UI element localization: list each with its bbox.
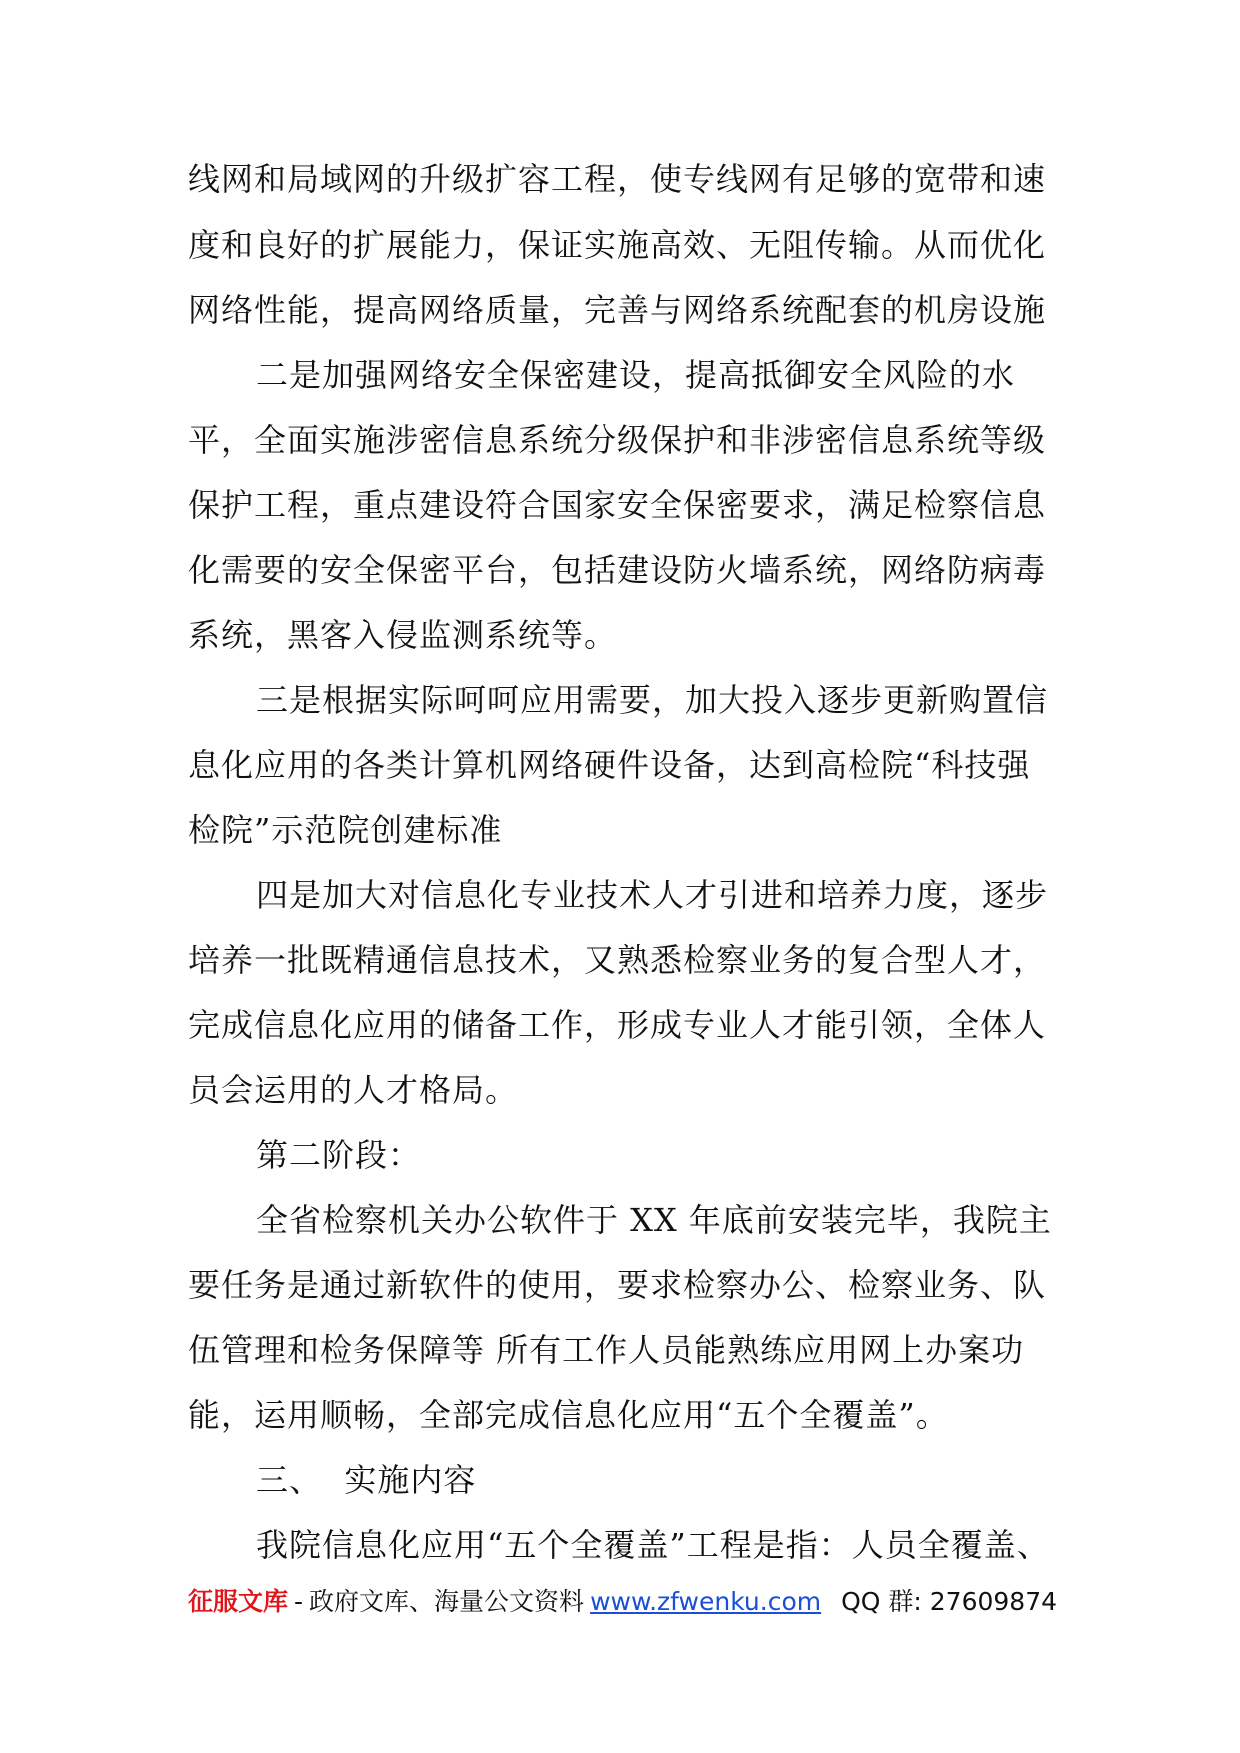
page-footer (188, 1580, 1068, 1624)
text-line: 完成信息化应用的储备工作，形成专业人才能引领，全体人 (188, 1006, 1047, 1044)
paragraph-start-line: 四是加大对信息化专业技术人才引进和培养力度，逐步 (256, 876, 1049, 914)
text-line: 培养一批既精通信息技术，又熟悉检察业务的复合型人才， (188, 941, 1047, 979)
section-heading: 三、 实施内容 (256, 1461, 477, 1499)
text-line: 伍管理和检务保障等 所有工作人员能熟练应用网上办案功 (188, 1331, 1025, 1369)
paragraph-start-line: 二是加强网络安全保密建设，提高抵御安全风险的水 (256, 356, 1016, 394)
text-line: 员会运用的人才格局。 (188, 1071, 519, 1109)
paragraph-start-line: 我院信息化应用“五个全覆盖”工程是指：人员全覆盖、 (256, 1526, 1050, 1564)
text-line: 系统，黑客入侵监测系统等。 (188, 616, 618, 654)
text-line: 息化应用的各类计算机网络硬件设备，达到高检院“科技强 (188, 746, 1031, 784)
text-line: 化需要的安全保密平台，包括建设防火墙系统，网络防病毒 (188, 551, 1047, 589)
text-line: 能，运用顺畅，全部完成信息化应用“五个全覆盖”。 (188, 1396, 949, 1434)
paragraph-start-line: 三是根据实际呵呵应用需要，加大投入逐步更新购置信 (256, 681, 1049, 719)
footer-website-link[interactable]: www.zfwenku.com (590, 1587, 822, 1616)
footer-separator: - (294, 1587, 304, 1616)
text-line: 保护工程，重点建设符合国家安全保密要求，满足检察信息 (188, 486, 1047, 524)
text-line: 度和良好的扩展能力，保证实施高效、无阻传输。从而优化 (188, 226, 1047, 264)
text-line: 要任务是通过新软件的使用，要求检察办公、检察业务、队 (188, 1266, 1047, 1304)
text-line: 检院”示范院创建标准 (188, 811, 503, 849)
section-heading: 第二阶段： (256, 1136, 422, 1174)
text-line: 线网和局域网的升级扩容工程，使专线网有足够的宽带和速 (188, 160, 1047, 198)
text-line: 网络性能，提高网络质量，完善与网络系统配套的机房设施 (188, 291, 1047, 329)
footer-qq-group: QQ 群: 27609874 (841, 1587, 1058, 1616)
footer-brand: 征服文库 (188, 1587, 289, 1616)
footer-description: 政府文库、海量公文资料 (309, 1587, 585, 1616)
paragraph-start-line: 全省检察机关办公软件于 XX 年底前安装完毕，我院主 (256, 1201, 1052, 1239)
text-line: 平，全面实施涉密信息系统分级保护和非涉密信息系统等级 (188, 421, 1047, 459)
